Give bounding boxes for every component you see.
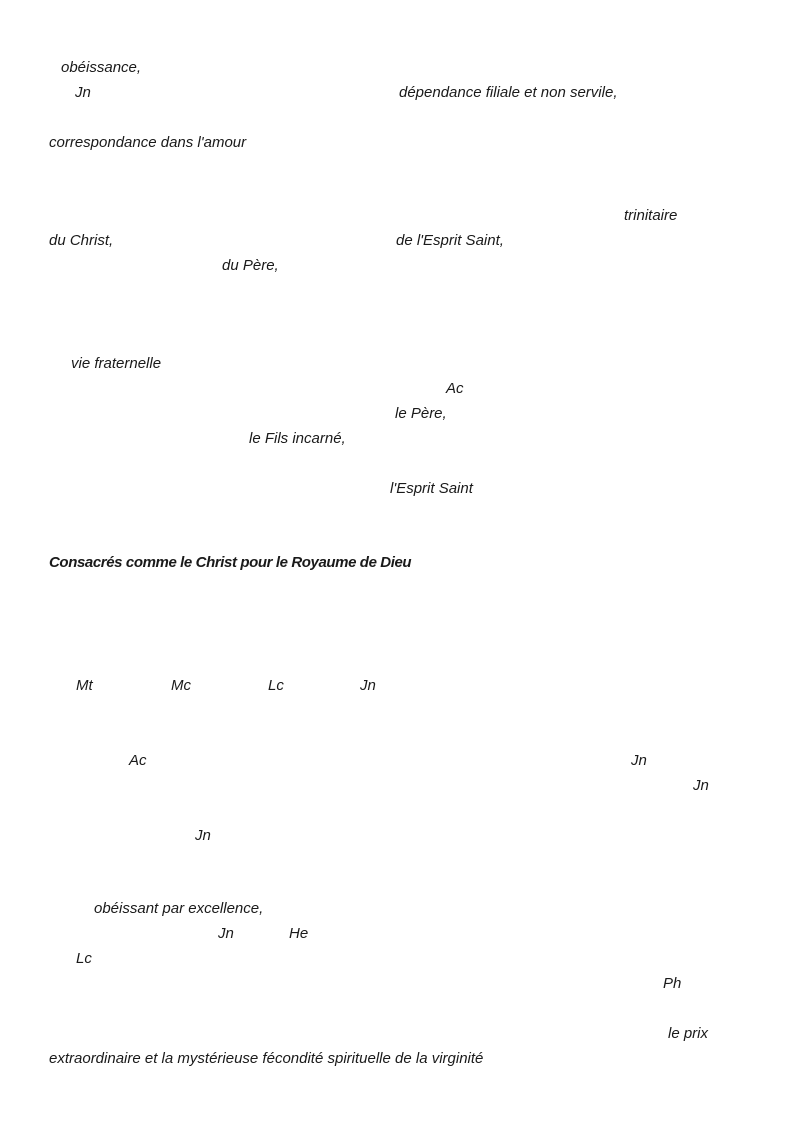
fragment-obeissant: obéissant par excellence, — [94, 900, 264, 917]
reference-mc: Mc — [171, 677, 191, 694]
fragment-correspondance: correspondance dans l'amour — [49, 134, 247, 151]
fragment-de-esprit-saint: de l'Esprit Saint, — [396, 232, 504, 249]
reference-jn: Jn — [693, 777, 709, 794]
fragment-vie-fraternelle: vie fraternelle — [71, 355, 162, 372]
reference-jn: Jn — [218, 925, 234, 942]
reference-mt: Mt — [76, 677, 93, 694]
fragment-obeissance: obéissance, — [61, 59, 142, 76]
reference-lc: Lc — [268, 677, 284, 694]
reference-ac: Ac — [129, 752, 147, 769]
reference-ac: Ac — [446, 380, 464, 397]
reference-jn: Jn — [195, 827, 211, 844]
reference-lc: Lc — [76, 950, 92, 967]
fragment-extraordinaire: extraordinaire et la mystérieuse fécondité spirituelle de la virginité — [49, 1050, 484, 1067]
reference-jn: Jn — [360, 677, 376, 694]
reference-he: He — [289, 925, 309, 942]
fragment-le-pere: le Père, — [395, 405, 447, 422]
fragment-le-prix: le prix — [668, 1025, 709, 1042]
fragment-du-christ: du Christ, — [49, 232, 114, 249]
reference-ph: Ph — [663, 975, 682, 992]
fragment-du-pere: du Père, — [222, 257, 279, 274]
reference-jn: Jn — [75, 84, 91, 101]
fragment-trinitaire: trinitaire — [624, 207, 678, 224]
fragment-esprit-saint: l'Esprit Saint — [390, 480, 473, 497]
fragment-dependance: dépendance filiale et non servile, — [399, 84, 618, 101]
section-heading: Consacrés comme le Christ pour le Royaume de Dieu — [49, 554, 412, 571]
fragment-le-fils-incarne: le Fils incarné, — [249, 430, 346, 447]
reference-jn: Jn — [631, 752, 647, 769]
